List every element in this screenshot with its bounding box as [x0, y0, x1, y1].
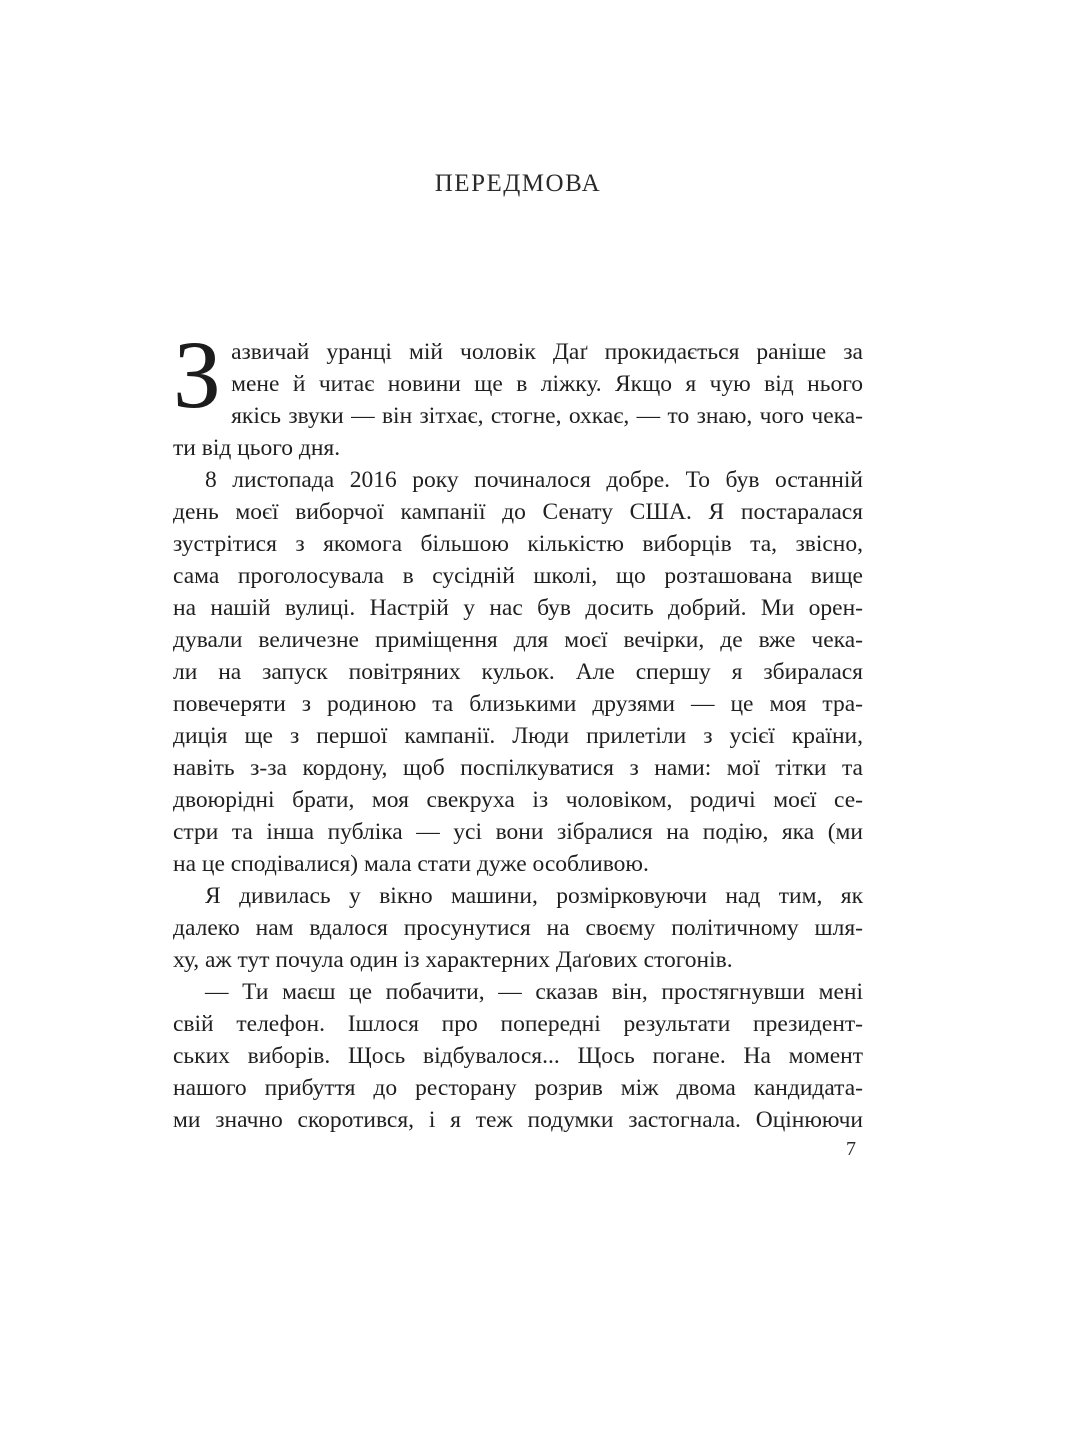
chapter-title: ПЕРЕДМОВА: [434, 170, 602, 197]
text-line: азвичай уранці мій чоловік Даґ прокидається раніше за: [231, 339, 863, 365]
text-line: Я дивилась у вікно машини, розмірковуючи над тим, як: [205, 883, 863, 909]
text-line: свій телефон. Ішлося про попередні результати президент-: [173, 1011, 863, 1037]
paragraph: [173, 321, 863, 464]
text-line: двоюрідні брати, моя свекруха із чоловіком, родичі моєї се-: [173, 787, 863, 813]
text-line: диція ще з першої кампанії. Люди прилетіли з усієї країни,: [173, 723, 863, 749]
text-line: ських виборів. Щось відбувалося... Щось погане. На момент: [173, 1043, 863, 1069]
text-line: якісь звуки — він зітхає, стогне, охкає, — то знаю, чого чека-: [231, 403, 863, 429]
text-block: [173, 321, 863, 1136]
dropcap-letter: З: [173, 321, 222, 428]
text-line: ли на запуск повітряних кульок. Але спершу я збиралася: [173, 659, 863, 685]
text-line: ти від цього дня.: [173, 435, 341, 461]
paragraph: [173, 976, 863, 1136]
text-line: 8 листопада 2016 року починалося добре. То був останній: [205, 467, 863, 493]
text-line: на це сподівалися) мала стати дуже особливою.: [173, 851, 649, 877]
paragraph: [173, 880, 863, 976]
text-line: ху, аж тут почула один із характерних Даґових стогонів.: [173, 947, 733, 973]
page-number: 7: [846, 1138, 856, 1160]
text-line: ми значно скоротився, і я теж подумки застогнала. Оцінюючи: [173, 1107, 863, 1133]
text-line: далеко нам вдалося просунутися на своєму політичному шля-: [173, 915, 863, 941]
text-line: нашого прибуття до ресторану розрив між двома кандидата-: [173, 1075, 863, 1101]
text-line: стри та інша публіка — усі вони зібралися на подію, яка (ми: [173, 819, 863, 845]
text-line: дували величезне приміщення для моєї вечірки, де вже чека-: [173, 627, 863, 653]
text-line: повечеряти з родиною та близькими друзями — це моя тра-: [173, 691, 863, 717]
text-line: зустрітися з якомога більшою кількістю виборців та, звісно,: [173, 531, 863, 557]
text-line: — Ти маєш це побачити, — сказав він, простягнувши мені: [205, 979, 863, 1005]
text-column: [173, 0, 863, 1136]
text-line: день моєї виборчої кампанії до Сенату США. Я постаралася: [173, 499, 863, 525]
paragraph: [173, 464, 863, 880]
text-line: навіть з-за кордону, щоб поспілкуватися з нами: мої тітки та: [173, 755, 863, 781]
text-line: на нашій вулиці. Настрій у нас був досить добрий. Ми орен-: [173, 595, 863, 621]
text-line: сама проголосувала в сусідній школі, що розташована вище: [173, 563, 863, 589]
text-line: мене й читає новини ще в ліжку. Якщо я чую від нього: [231, 371, 863, 397]
